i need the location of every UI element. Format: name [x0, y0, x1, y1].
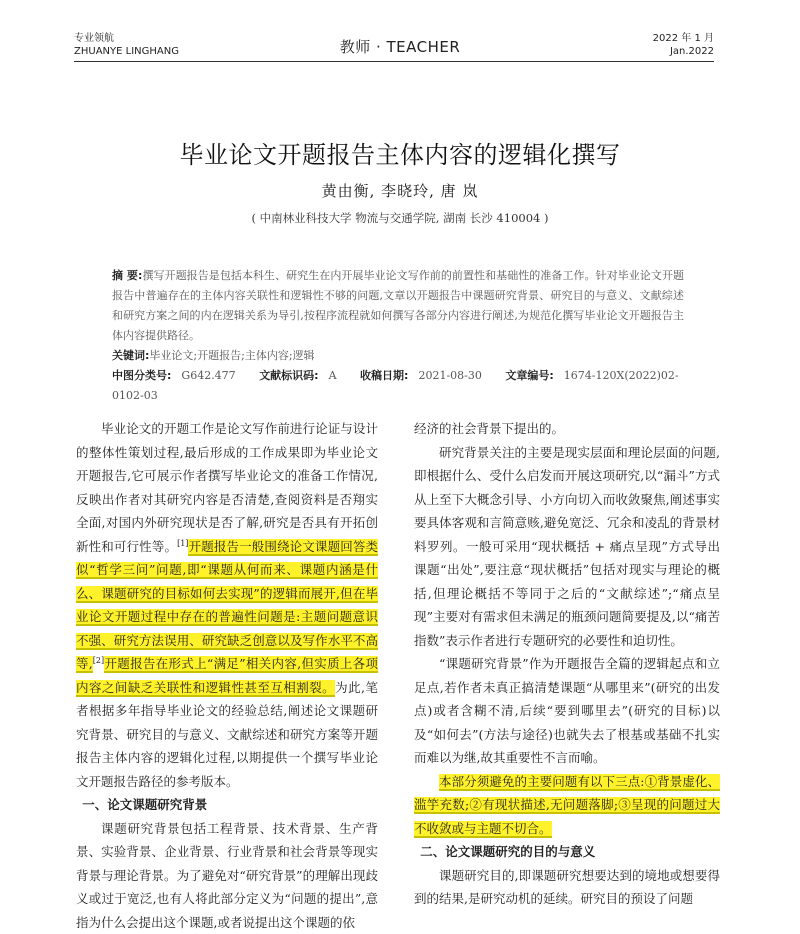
journal-name: 教师 · TEACHER [0, 36, 800, 57]
article-no-value: 1674-120X(2022)02-0102-03 [112, 369, 679, 402]
abstract-block [112, 266, 684, 406]
highlighted-text: 本部分须避免的主要问题有以下三点:①背景虚化、滥竽充数;②有现状描述,无问题落脚;③呈现的问题过大不收敛或与主题不切合。 [414, 774, 720, 838]
purpose-paragraph: 课题研究目的,即课题研究想要达到的境地或想要得到的结果,是研究动机的延续。研究目的预设了问题 [414, 864, 720, 911]
keywords-text: 毕业论文;开题报告;主体内容;逻辑 [149, 349, 314, 362]
continued-paragraph: 经济的社会背景下提出的。 [414, 417, 720, 441]
abstract-label: 摘 要: [112, 269, 142, 282]
background-paragraph: 课题研究背景包括工程背景、技术背景、生产背景、实验背景、企业背景、行业背景和社会背景等现实背景与理论背景。为了避免对“研究背景”的理解出现歧义或过于宽泛,也有人将此部分定义为“问题的提出”,意指为什么会提出这个课题,或者说提出这个课题的依 [76, 817, 378, 934]
header-rule [74, 61, 714, 62]
body-column-left [76, 417, 378, 934]
article-no-label: 文章编号: [505, 369, 553, 382]
article-title: 毕业论文开题报告主体内容的逻辑化撰写 [0, 135, 800, 170]
intro-paragraph [76, 417, 378, 793]
keywords-label: 关键词: [112, 349, 149, 362]
column-name-cn: 专业领航 [74, 32, 179, 45]
background-focus-paragraph: 研究背景关注的主要是现实层面和理论层面的问题,即根据什么、受什么启发而开展这项研究,以“漏斗”方式从上至下大概念引导、小方向切入而收敛聚焦,阐述事实要具体客观和言简意赅,避免宽泛、冗余和凌乱的背景材料罗列。一般可采用“现状概括 + 痛点呈现”方式导出课题“出处”,要注意“现状概括”包括对现实与理论的概括,但理论概括不等同于之后的“文献综述”;“痛点呈现”主要对有需求但未满足的瓶颈问题简要提及,以“痛苦指数”表示作者进行专题研究的必要性和迫切性。 [414, 441, 720, 653]
section-heading-2: 二、论文课题研究的目的与意义 [414, 840, 720, 864]
column-name-en: ZHUANYE LINGHANG [74, 45, 179, 58]
doc-code-label: 文献标识码: [259, 369, 318, 382]
affiliation: ( 中南林业科技大学 物流与交通学院, 湖南 长沙 410004 ) [0, 210, 800, 226]
body-column-right [414, 417, 720, 911]
section-heading-1: 一、论文课题研究背景 [76, 793, 378, 817]
citation-1: [1] [177, 538, 188, 547]
issue-date-cn: 2022 年 1 月 [653, 32, 714, 45]
author-list: 黄由衡, 李晓玲, 唐 岚 [0, 180, 800, 201]
clc-value: G642.477 [181, 369, 235, 382]
logic-start-paragraph: “课题研究背景”作为开题报告全篇的逻辑起点和立足点,若作者未真正搞清楚课题“从哪里来”(研究的出发点)或者含糊不清,后续“要到哪里去”(研究的目标)以及“如何去”(方法与途径)也就失去了根基或基础不扎实而难以为继,故其重要性不言而喻。 [414, 652, 720, 770]
doc-code-value: A [329, 369, 337, 382]
intro-text-continued: 为此,笔者根据多年指导毕业论文的经验总结,阐述论文课题研究背景、研究目的与意义、文献综述和研究方案等开题报告主体内容的逻辑化过程,以期提供一个撰写毕业论文开题报告路径的参考版本。 [76, 680, 378, 789]
issue-date-en: Jan.2022 [653, 45, 714, 58]
highlighted-text: 开题报告一般围绕论文课题回答类似“哲学三问”问题,即“课题从何而来、课题内涵是什么、课题研究的目标如何去实现”的逻辑而展开,但在毕业论文开题过程中存在的普遍性问题是:主题问题意识不强、研究方法误用、研究缺乏创意以及写作水平不高等, [76, 539, 378, 674]
received-value: 2021-08-30 [418, 369, 481, 382]
keywords-row [112, 346, 684, 366]
intro-text: 毕业论文的开题工作是论文写作前进行论证与设计的整体性策划过程,最后形成的工作成果即为毕业论文开题报告,它可展示作者撰写毕业论文的准备工作情况,反映出作者对其研究内容是否清楚,查阅资料是否翔实全面,对国内外研究现状是否了解,研究是否具有开拓创新性和可行性等。 [76, 421, 378, 554]
citation-2: [2] [93, 656, 104, 665]
abstract [112, 266, 684, 346]
highlighted-text: 开题报告在形式上“满足”相关内容,但实质上各项内容之间缺乏关联性和逻辑性甚至互相割裂。 [76, 656, 378, 697]
received-label: 收稿日期: [360, 369, 408, 382]
running-header-right [653, 32, 714, 58]
classification-row [112, 366, 684, 406]
pitfalls-paragraph [414, 770, 720, 841]
clc-label: 中图分类号: [112, 369, 171, 382]
abstract-text: 撰写开题报告是包括本科生、研究生在内开展毕业论文写作前的前置性和基础性的准备工作。针对毕业论文开题报告中普遍存在的主体内容关联性和逻辑性不够的问题,文章以开题报告中课题研究背景、研究目的与意义、文献综述和研究方案之间的内在逻辑关系为导引,按程序流程就如何撰写各部分内容进行阐述,为规范化撰写毕业论文开题报告主体内容提供路径。 [112, 269, 684, 342]
